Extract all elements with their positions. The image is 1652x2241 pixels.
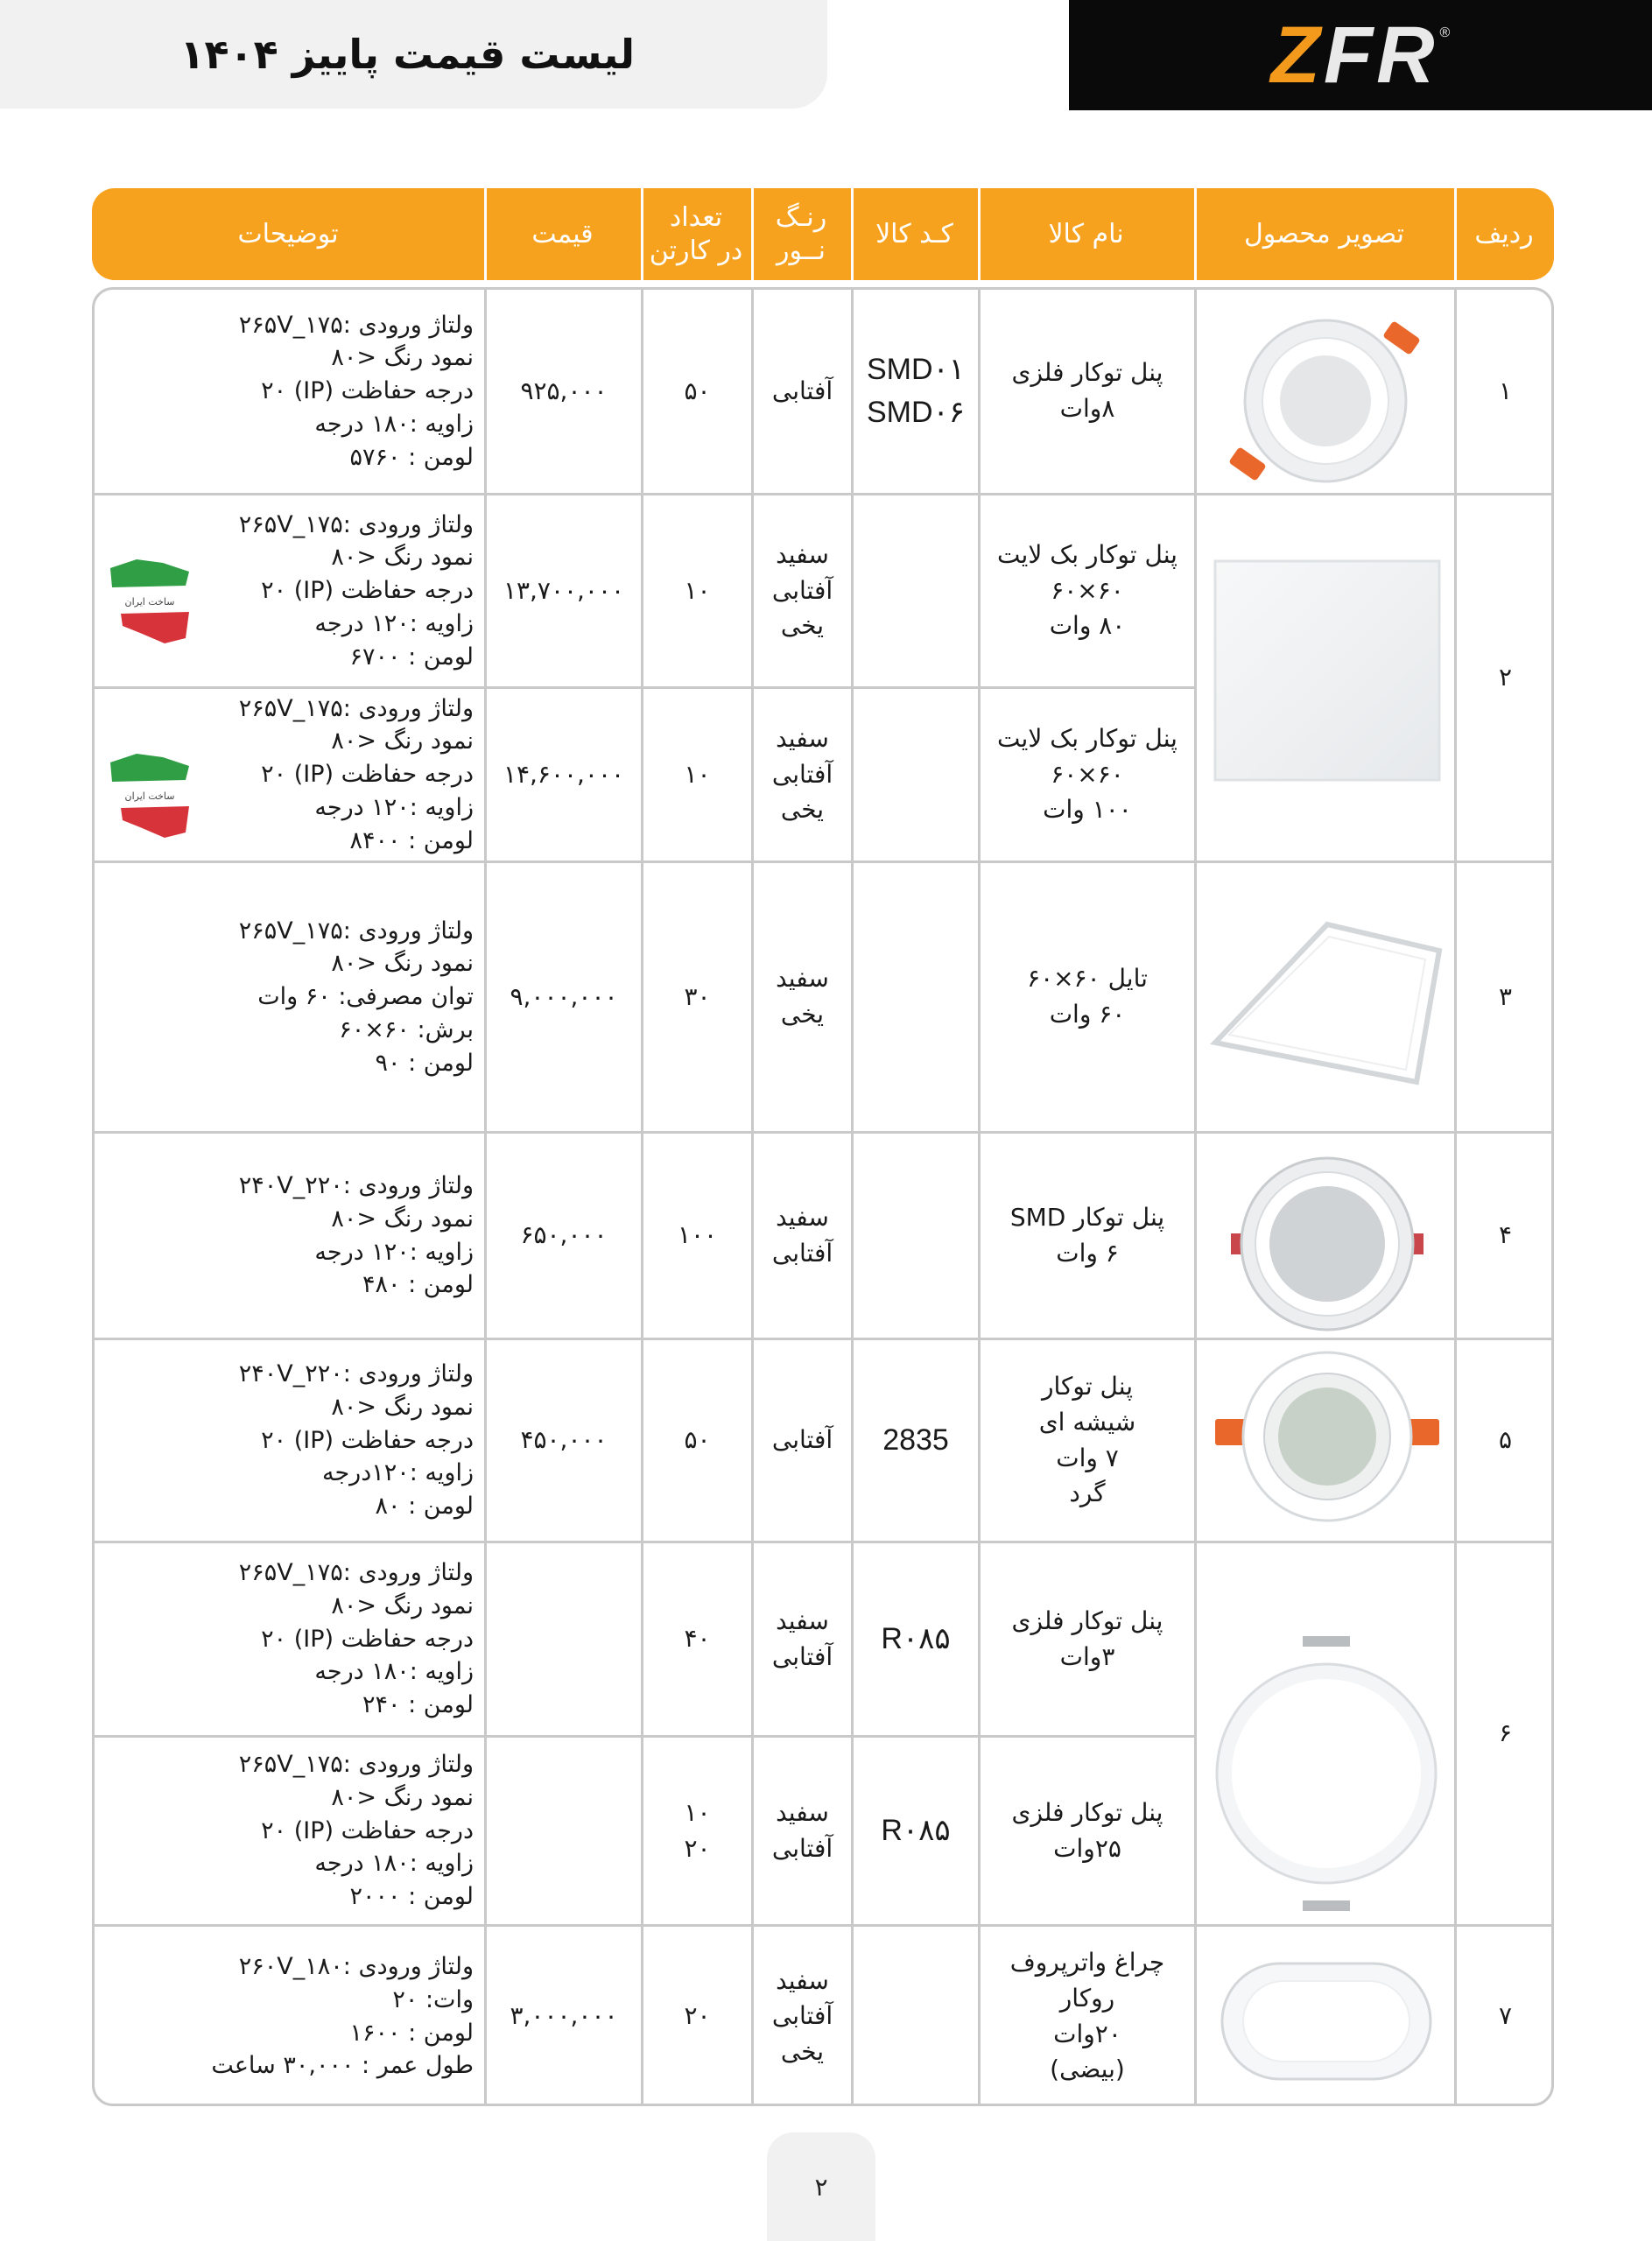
product-name-line: ۷ وات bbox=[1056, 1443, 1119, 1472]
product-name-line: چراغ واترپروف روکار bbox=[1009, 1948, 1165, 2013]
price: ۱۴,۶۰۰,۰۰۰ bbox=[503, 759, 625, 789]
description-line: زاویه :۱۸۰ درجه bbox=[314, 1850, 474, 1878]
description-line: لومن : ۱۶۰۰ bbox=[349, 2019, 474, 2047]
description-line: توان مصرفی: ۶۰ وات bbox=[257, 983, 474, 1011]
description-line: نمود رنگ <۸۰ bbox=[331, 344, 474, 372]
carton-qty bbox=[643, 1738, 751, 1924]
product-code bbox=[854, 863, 978, 1131]
description-line: لومن : ۶۷۰۰ bbox=[349, 643, 474, 671]
carton-qty-line: ۱۰۰ bbox=[677, 1220, 718, 1250]
description bbox=[95, 1927, 484, 2106]
product-code-line-stack bbox=[881, 1618, 950, 1661]
description bbox=[95, 495, 484, 686]
light-color bbox=[754, 1134, 851, 1338]
description-line: لومن : ۴۸۰ bbox=[362, 1271, 474, 1299]
product-name-line: پنل توکار بک لایت bbox=[997, 724, 1177, 754]
product-name-line: (بیضی) bbox=[1050, 2055, 1125, 2084]
header-divider bbox=[641, 188, 643, 280]
product-image-downlight-round bbox=[1213, 309, 1439, 493]
description-line-stack bbox=[239, 1556, 474, 1722]
product-code-line-stack bbox=[882, 1419, 949, 1462]
light-color bbox=[754, 1738, 851, 1924]
description-line: برش: ۶۰×۶۰ bbox=[339, 1015, 474, 1043]
carton-qty-line-stack bbox=[678, 1218, 717, 1254]
description-line: طول عمر : ۳۰,۰۰۰ ساعت bbox=[211, 2052, 474, 2080]
description-line: زاویه :۱۲۰ درجه bbox=[314, 793, 474, 821]
description-line: نمود رنگ <۸۰ bbox=[331, 1393, 474, 1421]
product-name-line: ۲۰وات bbox=[1053, 2019, 1121, 2048]
carton-qty-line-stack bbox=[684, 1423, 710, 1458]
header-code: کـد کالا bbox=[875, 218, 953, 249]
product-name-line: پنل توکار SMD bbox=[1009, 1202, 1165, 1232]
price bbox=[487, 1543, 641, 1735]
product-name bbox=[981, 1738, 1194, 1924]
description-line: نمود رنگ <۸۰ bbox=[331, 727, 474, 755]
light-color-line: آفتابی bbox=[771, 1833, 833, 1863]
carton-qty bbox=[643, 495, 751, 686]
product-name-line: پنل توکار فلزی bbox=[1011, 358, 1163, 388]
description-line-stack bbox=[239, 509, 474, 674]
header-color-line1: رنـگ bbox=[775, 202, 827, 233]
description-line: نمود رنگ <۸۰ bbox=[331, 950, 474, 978]
description-line: نمود رنگ <۸۰ bbox=[331, 544, 474, 572]
light-color-line: آفتابی bbox=[771, 1425, 833, 1455]
light-color-line: سفید bbox=[776, 964, 829, 994]
description-line: درجه حفاظت (IP) ۲۰ bbox=[261, 761, 474, 789]
description-line: زاویه :۱۲۰ درجه bbox=[314, 609, 474, 637]
light-color-line: سفید bbox=[776, 1605, 829, 1635]
description-line: لومن : ۲۴۰ bbox=[362, 1691, 474, 1719]
product-name-line-stack bbox=[1027, 961, 1148, 1032]
carton-qty-line: ۴۰ bbox=[684, 1624, 711, 1654]
product-image-tile-frame bbox=[1206, 916, 1448, 1091]
light-color bbox=[754, 863, 851, 1131]
description-line-stack bbox=[211, 1950, 474, 2083]
description bbox=[95, 1134, 484, 1338]
carton-qty bbox=[643, 290, 751, 493]
price: ۴۵۰,۰۰۰ bbox=[520, 1425, 608, 1455]
description-line: ولتاژ ورودی :۱۷۵_۲۶۵V bbox=[238, 1559, 474, 1586]
description-line-stack bbox=[239, 309, 474, 474]
light-color-line-stack bbox=[772, 721, 833, 828]
description-line: درجه حفاظت (IP) ۲۰ bbox=[261, 377, 474, 405]
description-line: درجه حفاظت (IP) ۲۰ bbox=[261, 1625, 474, 1653]
product-name-line-stack bbox=[997, 721, 1177, 828]
description-line: زاویه :۱۲۰ درجه bbox=[314, 1238, 474, 1266]
description bbox=[95, 1738, 484, 1924]
carton-qty-line-stack bbox=[684, 1999, 710, 2034]
light-color-line: آفتابی bbox=[771, 759, 833, 789]
product-name bbox=[981, 1340, 1194, 1541]
product-name bbox=[981, 1927, 1194, 2106]
row-number: ۱ bbox=[1498, 376, 1513, 405]
product-image-glass-downlight bbox=[1212, 1345, 1443, 1538]
carton-qty-line: ۲۰ bbox=[684, 1833, 711, 1863]
carton-qty-line: ۵۰ bbox=[684, 1425, 711, 1455]
product-image-square-panel bbox=[1206, 552, 1448, 789]
description-line: نمود رنگ <۸۰ bbox=[331, 1205, 474, 1233]
product-code bbox=[854, 1134, 978, 1338]
product-name-line: ۶۰ وات bbox=[1049, 1000, 1126, 1029]
light-color bbox=[754, 290, 851, 493]
header-divider bbox=[978, 188, 981, 280]
light-color-line: آفتابی bbox=[771, 376, 833, 405]
product-name-line: ۸۰ وات bbox=[1049, 611, 1126, 641]
light-color-line: آفتابی bbox=[771, 575, 833, 605]
brand-bar bbox=[1069, 0, 1652, 110]
light-color-line: سفید bbox=[776, 724, 829, 754]
light-color-line-stack bbox=[772, 1200, 833, 1271]
zfr-logo bbox=[1271, 10, 1451, 102]
light-color-line: سفید bbox=[776, 540, 829, 570]
description-line: ولتاژ ورودی :۱۷۵_۲۶۵V bbox=[238, 311, 474, 339]
header-color bbox=[751, 188, 851, 280]
product-name-line: گرد bbox=[1069, 1479, 1106, 1508]
description bbox=[95, 863, 484, 1131]
header-row-no: ردیف bbox=[1474, 218, 1534, 249]
light-color bbox=[754, 1543, 851, 1735]
product-name-line-stack bbox=[1012, 1604, 1163, 1675]
carton-qty-line: ۲۰ bbox=[684, 2001, 711, 2031]
light-color-line: یخی bbox=[780, 2036, 825, 2066]
product-code-line: R۰۸۵ bbox=[881, 1621, 951, 1655]
product-name-line: پنل توکار فلزی bbox=[1011, 1797, 1163, 1827]
product-name-line-stack bbox=[1039, 1369, 1136, 1511]
product-code-line-stack bbox=[881, 1809, 950, 1852]
description-line-stack bbox=[239, 915, 474, 1080]
product-name-line-stack bbox=[997, 537, 1177, 644]
description bbox=[95, 290, 484, 493]
description-line: لومن : ۹۰ bbox=[375, 1049, 474, 1077]
description-line: لومن : ۲۰۰۰ bbox=[349, 1883, 474, 1911]
light-color-line: یخی bbox=[780, 795, 825, 825]
light-color-line: آفتابی bbox=[771, 1641, 833, 1671]
product-name-line: تایل ۶۰×۶۰ bbox=[1027, 964, 1148, 994]
light-color-line-stack bbox=[772, 374, 833, 410]
description-line-stack bbox=[239, 692, 474, 858]
product-name-line: شیشه ای bbox=[1038, 1407, 1136, 1437]
product-code bbox=[854, 1738, 978, 1924]
product-name-line-stack bbox=[1012, 1795, 1163, 1866]
header-qty-line2: در کارتن bbox=[649, 235, 743, 266]
price: ۹,۰۰۰,۰۰۰ bbox=[510, 981, 618, 1011]
light-color-line: یخی bbox=[780, 1000, 825, 1029]
description-line: ولتاژ ورودی :۲۲۰_۲۴۰V bbox=[238, 1360, 474, 1387]
description-line: درجه حفاظت (IP) ۲۰ bbox=[261, 1816, 474, 1844]
description-line-stack bbox=[239, 1358, 474, 1523]
product-code bbox=[854, 1543, 978, 1735]
description bbox=[95, 1340, 484, 1541]
product-name-line: ۸وات bbox=[1059, 394, 1115, 423]
product-name-line: ۳وات bbox=[1059, 1641, 1115, 1671]
header-divider bbox=[1454, 188, 1457, 280]
header-price: قیمت bbox=[531, 218, 594, 249]
table-body bbox=[92, 287, 1554, 2106]
light-color-line: آفتابی bbox=[771, 2001, 833, 2031]
light-color-line: سفید bbox=[776, 1797, 829, 1827]
price bbox=[487, 1738, 641, 1924]
registered-mark: ® bbox=[1439, 25, 1451, 40]
header-divider bbox=[751, 188, 754, 280]
description-line: زاویه :۱۸۰ درجه bbox=[314, 1658, 474, 1686]
description-line: ولتاژ ورودی :۱۸۰_۲۶۰V bbox=[238, 1952, 474, 1980]
header-divider bbox=[1194, 188, 1197, 280]
product-name-line: ۶۰×۶۰ bbox=[1051, 575, 1124, 605]
product-code-line: SMD۰۱ bbox=[866, 352, 966, 386]
product-name-line-stack bbox=[1010, 1200, 1164, 1271]
header-desc: توضیحات bbox=[237, 218, 339, 249]
header-divider bbox=[851, 188, 854, 280]
description-line: ولتاژ ورودی :۱۷۵_۲۶۵V bbox=[238, 1751, 474, 1778]
header-qty-line1: تعداد bbox=[669, 202, 723, 233]
description-line-stack bbox=[239, 1748, 474, 1914]
price: ۹۲۵,۰۰۰ bbox=[520, 376, 608, 405]
light-color-line-stack bbox=[772, 1604, 833, 1675]
description-line: ولتاژ ورودی :۲۲۰_۲۴۰V bbox=[238, 1171, 474, 1199]
light-color bbox=[754, 1927, 851, 2106]
carton-qty-line-stack bbox=[684, 1795, 710, 1866]
price: ۶۵۰,۰۰۰ bbox=[520, 1220, 608, 1250]
product-name bbox=[981, 689, 1194, 861]
carton-qty-line-stack bbox=[684, 980, 710, 1015]
carton-qty-line-stack bbox=[684, 573, 710, 609]
header-color-line2: نــور bbox=[777, 235, 826, 266]
carton-qty-line: ۳۰ bbox=[684, 981, 711, 1011]
carton-qty bbox=[643, 1134, 751, 1338]
carton-qty bbox=[643, 1927, 751, 2106]
row-number: ۵ bbox=[1498, 1425, 1513, 1455]
light-color bbox=[754, 1340, 851, 1541]
carton-qty-line-stack bbox=[684, 1621, 710, 1657]
product-image-smd-downlight bbox=[1224, 1149, 1431, 1338]
page-number: ۲ bbox=[767, 2132, 875, 2241]
description-line: درجه حفاظت (IP) ۲۰ bbox=[261, 577, 474, 605]
description-line: ولتاژ ورودی :۱۷۵_۲۶۵V bbox=[238, 510, 474, 538]
light-color bbox=[754, 495, 851, 686]
description-line: نمود رنگ <۸۰ bbox=[331, 1783, 474, 1811]
product-image-oval-waterproof bbox=[1213, 1951, 1439, 2091]
description-line: ولتاژ ورودی :۱۷۵_۲۶۵V bbox=[238, 694, 474, 722]
row-number: ۴ bbox=[1498, 1220, 1513, 1250]
description bbox=[95, 1543, 484, 1735]
product-code bbox=[854, 689, 978, 861]
light-color-line-stack bbox=[776, 961, 829, 1032]
product-code-line: SMD۰۶ bbox=[866, 396, 966, 429]
iran-badge-label: ساخت ایران bbox=[124, 596, 175, 608]
carton-qty-line-stack bbox=[684, 757, 710, 793]
carton-qty-line: ۱۰ bbox=[684, 759, 711, 789]
product-name-line: ۱۰۰ وات bbox=[1043, 795, 1132, 825]
carton-qty-line: ۱۰ bbox=[684, 575, 711, 605]
row-number: ۲ bbox=[1498, 663, 1513, 692]
product-code bbox=[854, 1340, 978, 1541]
description-line-stack bbox=[239, 1170, 474, 1302]
light-color-line: یخی bbox=[780, 611, 825, 641]
row-number: ۳ bbox=[1498, 981, 1513, 1011]
light-color-line: آفتابی bbox=[771, 1238, 833, 1268]
light-color-line: سفید bbox=[776, 1965, 829, 1995]
product-name-line: ۶ وات bbox=[1056, 1238, 1119, 1268]
price: ۳,۰۰۰,۰۰۰ bbox=[510, 2001, 618, 2031]
product-code-line: R۰۸۵ bbox=[881, 1813, 951, 1847]
logo-text: ZFR bbox=[1270, 10, 1438, 100]
product-code-line: 2835 bbox=[882, 1423, 949, 1457]
header-image: تصویر محصول bbox=[1243, 218, 1405, 249]
light-color-line-stack bbox=[772, 537, 833, 644]
product-name-line: ۶۰×۶۰ bbox=[1051, 759, 1124, 789]
product-name bbox=[981, 1134, 1194, 1338]
light-color-line-stack bbox=[772, 1964, 833, 2070]
product-name bbox=[981, 1543, 1194, 1735]
row-number: ۷ bbox=[1498, 2001, 1513, 2031]
description-line: ولتاژ ورودی :۱۷۵_۲۶۵V bbox=[238, 917, 474, 945]
carton-qty-line-stack bbox=[684, 374, 710, 410]
light-color-line-stack bbox=[772, 1795, 833, 1866]
description bbox=[95, 689, 484, 861]
header-divider bbox=[484, 188, 487, 280]
iran-badge-label: ساخت ایران bbox=[124, 790, 175, 802]
price: ۱۳,۷۰۰,۰۰۰ bbox=[503, 575, 625, 605]
product-name-line-stack bbox=[981, 1945, 1194, 2087]
carton-qty bbox=[643, 1543, 751, 1735]
product-image-round-panel bbox=[1208, 1629, 1445, 1918]
description-line: نمود رنگ <۸۰ bbox=[331, 1591, 474, 1619]
column-divider bbox=[1194, 290, 1197, 2104]
page-title: لیست قیمت پاییز ۱۴۰۴ bbox=[179, 31, 635, 78]
row-number: ۶ bbox=[1498, 1718, 1513, 1748]
product-code bbox=[854, 495, 978, 686]
carton-qty bbox=[643, 1340, 751, 1541]
product-name bbox=[981, 863, 1194, 1131]
product-name bbox=[981, 495, 1194, 686]
product-code-line-stack bbox=[867, 348, 965, 435]
product-name-line: پنل توکار فلزی bbox=[1011, 1605, 1163, 1635]
carton-qty bbox=[643, 863, 751, 1131]
product-code bbox=[854, 1927, 978, 2106]
light-color-line-stack bbox=[772, 1423, 833, 1458]
header-name: نام کالا bbox=[1048, 218, 1124, 249]
title-box bbox=[0, 0, 827, 109]
product-name-line: پنل توکار bbox=[1042, 1372, 1133, 1402]
description-line: لومن : ۸۰ bbox=[375, 1493, 474, 1521]
description-line: درجه حفاظت (IP) ۲۰ bbox=[261, 1426, 474, 1454]
carton-qty-line: ۱۰ bbox=[684, 1797, 711, 1827]
description-line: لومن : ۵۷۶۰ bbox=[349, 443, 474, 471]
description-line: زاویه :۱۸۰ درجه bbox=[314, 410, 474, 438]
product-code bbox=[854, 290, 978, 493]
light-color bbox=[754, 689, 851, 861]
carton-qty-line: ۵۰ bbox=[684, 376, 711, 405]
product-name bbox=[981, 290, 1194, 493]
product-name-line-stack bbox=[1012, 355, 1163, 426]
description-line: لومن : ۸۴۰۰ bbox=[349, 826, 474, 854]
header-qty bbox=[641, 188, 751, 280]
product-name-line: ۲۵وات bbox=[1053, 1833, 1121, 1863]
description-line: زاویه :۱۲۰درجه bbox=[322, 1459, 474, 1487]
carton-qty bbox=[643, 689, 751, 861]
description-line: وات: ۲۰ bbox=[392, 1985, 474, 2013]
light-color-line: سفید bbox=[776, 1202, 829, 1232]
table-header bbox=[92, 188, 1554, 280]
product-name-line: پنل توکار بک لایت bbox=[997, 540, 1177, 570]
